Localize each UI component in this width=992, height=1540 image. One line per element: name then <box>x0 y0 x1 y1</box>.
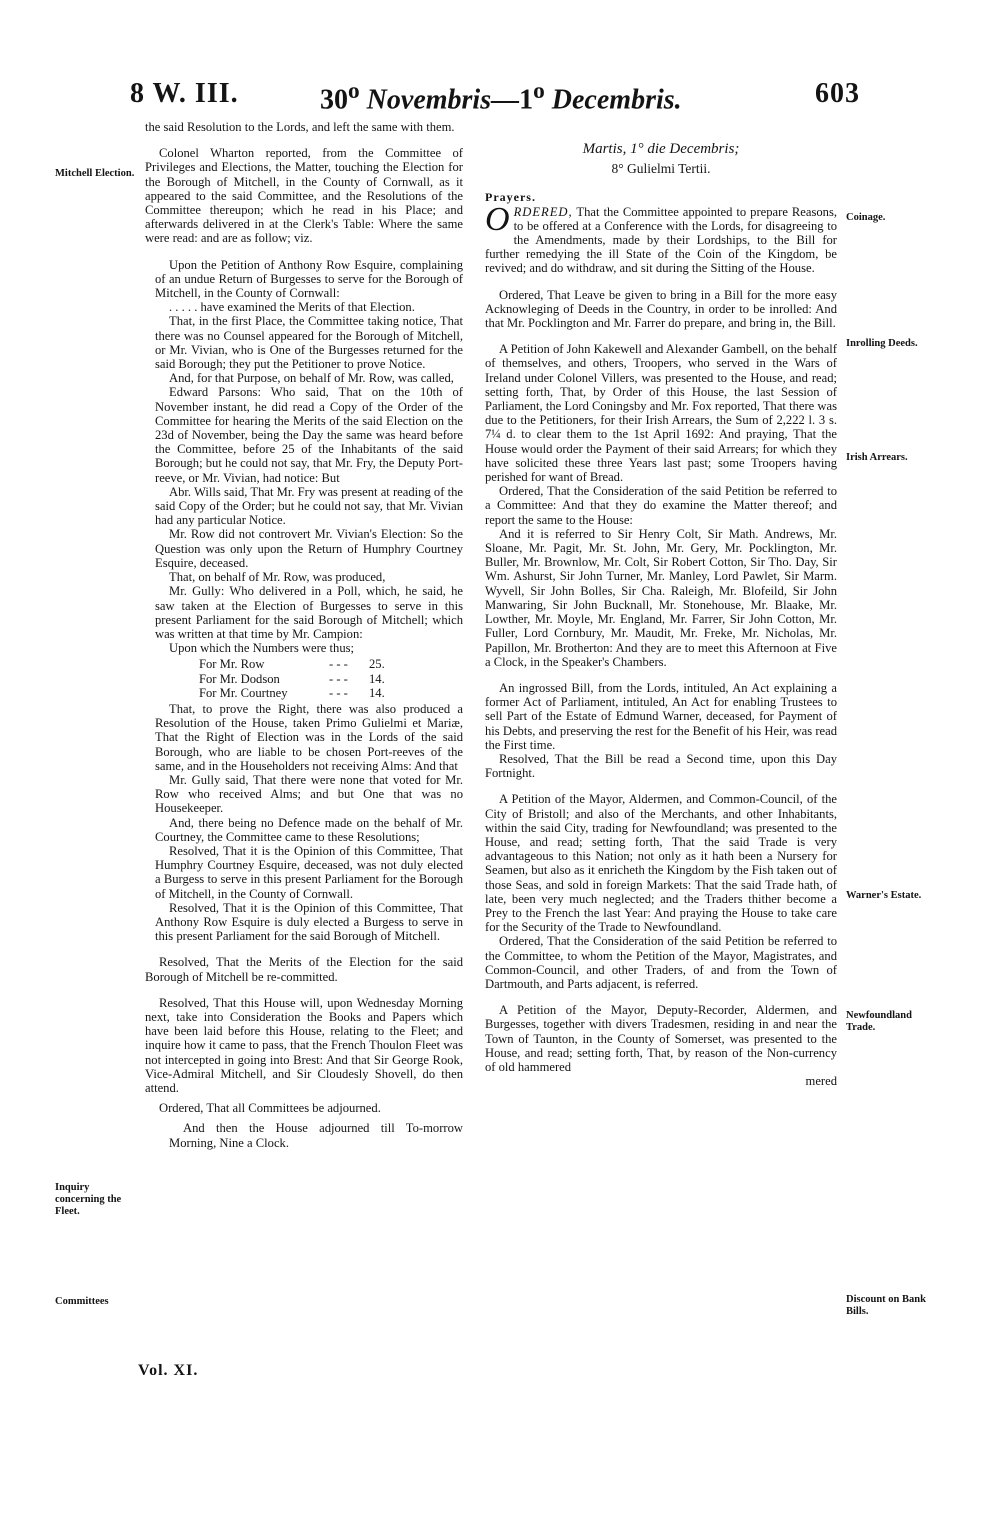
report-no-defence: And, there being no Defence made on the behalf of Mr. Courtney, the Committee came to these Resolutions; <box>155 815 463 844</box>
report-numbers: Upon which the Numbers were thus; <box>169 641 355 656</box>
right-petition-bristoll: A Petition of the Mayor, Aldermen, and Common-Council, of the City of Bristoll; and also of the Merchants, and other Inhabitants, within the said City, trading for Newfoundland; was presented to the House, and read; setting forth, That the said Trade is very advantageous to this Nation; not only as it hath been a Nursery for Seamen, but also as it enricheth the Kingdom by the Fish taken out of those Seas, and sold in foreign Markets: That the said Trade hath, of late, been very much neglected; and the Traders thither become a Prey to the French the last Year: And praying the House to take care for the Security of the Trade to Newfoundland. <box>485 792 837 935</box>
report-gully: Mr. Gully: Who delivered in a Poll, which, he said, he saw taken at the Election of Burgesses to serve in this present Parliament for the said Borough of Mitchell; which was written at that time by Mr. Campion: <box>155 584 463 641</box>
poll-row <box>199 657 399 671</box>
poll-dots: - - - <box>329 685 348 700</box>
report-parsons: Edward Parsons: Who said, That on the 10th of November instant, he did read a Copy of the Order of the Committee for hearing the Merits of the said Election on the 23d of November, being the Day the same was heard before the Committee, before 25 of the Inhabitants of the said Borough; but he could not say, that Mr. Fry, the Deputy Port-reeve, or Mr. Vivian, had notice: But <box>155 385 463 485</box>
report-resolved-courtney: Resolved, That it is the Opinion of this Committee, That Humphry Courtney Esquire, deceased, was not duly elected a Burgess to serve in this present Parliament for the Borough of Mitchell, in the County of Cornwall. <box>155 843 463 901</box>
left-column <box>145 120 463 1150</box>
right-committee-members: And it is referred to Sir Henry Colt, Sir Math. Andrews, Mr. Sloane, Mr. Pagit, Mr. St. John, Mr. Gery, Mr. Pocklington, Mr. Buller, Mr. Brownlow, Mr. Colt, Sir Robert Cotton, Sir Tho. Day, Sir Wm. Ashurst, Sir John Turner, Mr. Manley, Lord Pawlet, Sir Marm. Wyvell, Sir John Bolles, Sir Cha. Raleigh, Mr. Blofeild, Sir John Manwaring, Sir John Bucknall, Mr. Stonehouse, Mr. Blaake, Mr. Lowther, Mr. Moyle, Mr. England, Mr. Farrer, Sir John Cotton, Mr. Fuller, Lord Cornbury, Mr. Maudit, Mr. Freke, Mr. Nicholas, Mr. Papillon, Mr. Brotherton: And they are to meet this Afternoon at Five a Clock, in the Speaker's Chambers. <box>485 526 837 669</box>
right-ordered-dartmouth: Ordered, That the Consideration of the said Petition be referred to the Committee, to whom the Petition of the Mayor, Magistrates, and Common-Council, and other Traders, of and from the Town of Dartmouth, and Parts adjacent, is referred. <box>485 934 837 991</box>
header-sup-a: o <box>348 78 360 104</box>
header-day-a: 30 <box>320 84 348 116</box>
poll-candidate: For Mr. Dodson <box>199 671 280 686</box>
catchword: mered <box>805 1074 837 1089</box>
committee-report <box>155 258 463 944</box>
right-petition-taunton: A Petition of the Mayor, Deputy-Recorder, Aldermen, and Burgesses, together with divers Tradesmen, residing in and near the Town of Taunton, in the County of Somerset, was presented to the House, and read; setting forth, That, by reason of the Non-currency of old hammered <box>485 1003 837 1074</box>
volume-signature: Vol. XI. <box>138 1362 199 1379</box>
regnal-heading: 8° Gulielmi Tertii. <box>611 161 711 177</box>
prayers-heading: Prayers. <box>485 190 536 205</box>
poll-row <box>199 672 399 686</box>
regnal-year: 8 W. III. <box>130 78 239 109</box>
poll-row <box>199 686 399 700</box>
margin-note-warner: Warner's Estate. <box>846 890 922 901</box>
poll-votes: 14. <box>369 671 385 686</box>
poll-votes: 14. <box>369 685 385 700</box>
margin-note-committees: Committees <box>55 1296 109 1307</box>
report-notice: That, in the first Place, the Committee taking notice, That there was no Counsel appeared for the Borough of Mitchell, or Mr. Vivian, who is One of the Burgesses returned for the said Borough; they put the Petitioner to prove Notice. <box>155 314 463 372</box>
header-day-c: 1 <box>519 84 534 116</box>
left-resolved-recommit: Resolved, That the Merits of the Election for the said Borough of Mitchell be re-committed. <box>145 955 463 984</box>
poll-dots: - - - <box>329 671 348 686</box>
left-adjourned: And then the House adjourned till To-morrow Morning, Nine a Clock. <box>169 1121 463 1150</box>
poll-votes: 25. <box>369 657 385 672</box>
report-row: Mr. Row did not controvert Mr. Vivian's Election: So the Question was only upon the Return of Humphry Courtney Esquire, deceased. <box>155 527 463 570</box>
right-column <box>485 120 837 1088</box>
left-ordered-committees: Ordered, That all Committees be adjourned. <box>159 1101 381 1116</box>
poll-dots: - - - <box>329 657 348 672</box>
report-examined: . . . . . have examined the Merits of that Election. <box>169 300 415 315</box>
page-header <box>120 78 860 118</box>
day-heading: Martis, 1° die Decembris; <box>582 141 740 157</box>
left-paragraph-0: the said Resolution to the Lords, and left the same with them. <box>145 120 455 134</box>
margin-note-inrolling: Inrolling Deeds. <box>846 338 918 349</box>
report-petition: Upon the Petition of Anthony Row Esquire, complaining of an undue Return of Burgesses to serve for the Borough of Mitchell, in the County of Cornwall: <box>155 257 463 301</box>
left-resolved-fleet: Resolved, That this House will, upon Wednesday Morning next, take into Consideration the Books and Papers which have been laid before this House, relating to the Fleet; and inquire how it came to pass, that the French Thoulon Fleet was not intercepted in going into Brest: And that Sir George Rook, Vice-Admiral Mitchell, and Sir Cloudesly Shovell, do then attend. <box>145 995 463 1095</box>
header-date <box>320 78 682 116</box>
ordered-text: That the Committee appointed to prepare Reasons, to be offered at a Conference with the Lords, for disagreeing to the Amendments, made by their Lordships, to the Bill for further remedying the ill State of the Coin of the Kingdom, be revived; and do withdraw, and sit during the Sitting of the House. <box>485 204 838 276</box>
right-ordered-coinage <box>485 200 838 276</box>
report-resolved-row: Resolved, That it is the Opinion of this Committee, That Anthony Row Esquire is duly elected a Burgess to serve in this present Parliament for the said Borough of Mitchell. <box>155 900 463 944</box>
margin-note-inquiry: Inquiry concerning the Fleet. <box>55 1182 122 1217</box>
page-number: 603 <box>815 78 860 109</box>
margin-note-discount: Discount on Bank Bills. <box>846 1294 926 1317</box>
right-resolved-second-reading: Resolved, That the Bill be read a Second time, upon this Day Fortnight. <box>485 751 837 781</box>
report-gully-alms: Mr. Gully said, That there were none that voted for Mr. Row who received Alms; and but One that was no Housekeeper. <box>155 772 463 816</box>
right-ordered-committee: Ordered, That the Consideration of the said Petition be referred to a Committee: And that they do examine the Matter thereof; and report the same to the House: <box>485 484 837 527</box>
drop-cap: O <box>485 200 510 238</box>
poll-table <box>199 657 463 700</box>
header-month-c: Decembris. <box>551 84 682 116</box>
report-wills: Abr. Wills said, That Mr. Fry was present at reading of the said Copy of the Order; but he could not say, that Mr. Vivian had any particular Notice. <box>155 484 463 528</box>
margin-note-coinage: Coinage. <box>846 212 886 223</box>
poll-candidate: For Mr. Row <box>199 657 265 672</box>
header-month-a: Novembris— <box>366 84 520 116</box>
header-sup-c: o <box>533 78 545 104</box>
poll-candidate: For Mr. Courtney <box>199 685 288 700</box>
report-produced: That, on behalf of Mr. Row, was produced, <box>169 570 386 585</box>
margin-note-mitchell: Mitchell Election. <box>55 168 135 179</box>
report-called: And, for that Purpose, on behalf of Mr. Row, was called, <box>169 371 454 386</box>
report-right: That, to prove the Right, there was also produced a Resolution of the House, taken Primo Gulielmi et Mariæ, That the Right of Election was in the Lords of the said Borough, who are liable to be chosen Port-reeves of the same, and in the Householders not receiving Alms: And that <box>155 701 463 773</box>
left-paragraph-wharton-report: Colonel Wharton reported, from the Committee of Privileges and Elections, the Matter, touching the Election for the Borough of Mitchell, in the County of Cornwall, as it appeared to the said Committee, and the Resolutions of the Committee thereupon; which he read in his Place; and afterwards delivered in at the Clerk's Table: Where the same were read: and are as follow; viz. <box>145 146 463 246</box>
right-warner-bill: An ingrossed Bill, from the Lords, intituled, An Act explaining a former Act of Parliament, intituled, An Act for enabling Trustees to sell Part of the Estate of Edmund Warner, deceased, for Payment of his Debts, and preserving the rest for the Benefit of his Heir, was read the First time. <box>485 680 837 752</box>
right-ordered-deeds: Ordered, That Leave be given to bring in a Bill for the more easy Acknowleging of Deeds in the Country, in order to be inrolled: And that Mr. Pocklington and Mr. Farrer do prepare, and bring in, the Bill. <box>485 287 837 331</box>
margin-note-newfoundland: Newfoundland Trade. <box>846 1010 912 1033</box>
ordered-word: RDERED, <box>513 204 573 219</box>
margin-note-irish: Irish Arrears. <box>846 452 908 463</box>
right-petition-irish: A Petition of John Kakewell and Alexander Gambell, on the behalf of themselves, and others, Troopers, who served in the Wars of Ireland under Colonel Villers, was presented to the House, and read; setting forth, That, by Order of this House, the last Session of Parliament, the Lord Coningsby and Mr. Fox reported, That there was due to the Petitioners, for their Irish Arrears, the Sum of 2,222 l. 3 s. 7¼ d. to clear them to the 1st April 1692: And praying, That the House would order the Payment of their said Arrears; for which they have solicited these three Years last past; some Troopers having perished for want of Bread. <box>485 342 837 485</box>
